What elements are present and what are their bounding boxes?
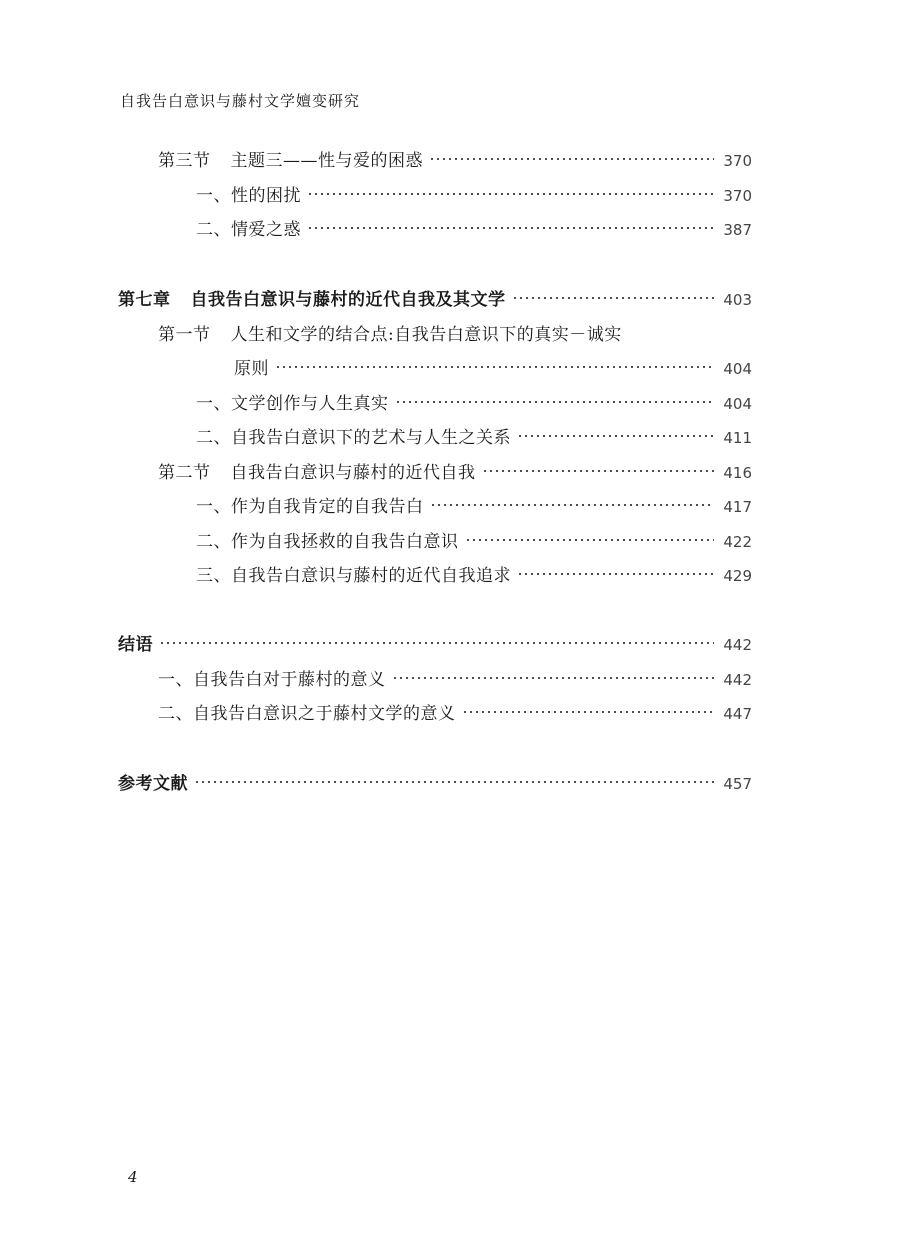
page-number: 370	[723, 187, 752, 205]
page-number: 442	[723, 671, 752, 689]
toc-entry-section-3[interactable]	[158, 146, 752, 171]
dot-leader	[307, 192, 714, 196]
page-number: 411	[723, 429, 752, 447]
subsection-title: 一、作为自我肯定的自我告白	[196, 497, 424, 517]
section-title-cont: 原则	[234, 359, 269, 379]
chapter-title: 参考文献	[118, 774, 188, 794]
dot-leader	[512, 296, 715, 300]
dot-leader	[517, 572, 714, 576]
dot-leader	[307, 226, 714, 230]
dot-leader	[517, 434, 714, 438]
dot-leader	[275, 365, 714, 369]
toc-entry-conclusion[interactable]	[118, 630, 752, 655]
toc-entry-conclusion-2[interactable]	[158, 699, 752, 724]
page-number: 404	[723, 395, 752, 413]
toc-entry-section-1-line1[interactable]	[158, 320, 752, 345]
toc-entry-conclusion-1[interactable]	[158, 665, 752, 690]
toc-entry-section-2[interactable]	[158, 458, 752, 483]
page-number: 370	[723, 152, 752, 170]
subsection-title: 一、自我告白对于藤村的意义	[158, 670, 386, 690]
dot-leader	[462, 710, 715, 714]
chapter-title: 结语	[118, 635, 153, 655]
toc-entry-2-2[interactable]	[196, 527, 752, 552]
dot-leader	[430, 503, 715, 507]
page-number: 442	[723, 636, 752, 654]
dot-leader	[482, 469, 715, 473]
page-number: 387	[723, 221, 752, 239]
section-title: 自我告白意识与藤村的近代自我	[230, 463, 476, 483]
chapter-label: 第七章	[118, 290, 171, 310]
dot-leader	[429, 157, 714, 161]
toc-entry-1-1[interactable]	[196, 389, 752, 414]
running-head: 自我告白意识与藤村文学嬗变研究	[120, 92, 361, 110]
dot-leader	[194, 780, 714, 784]
subsection-title: 一、性的困扰	[196, 186, 301, 206]
section-label: 第三节	[158, 151, 211, 171]
section-label: 第二节	[158, 463, 211, 483]
page-number: 447	[723, 705, 752, 723]
subsection-title: 二、情爱之惑	[196, 220, 301, 240]
dot-leader	[392, 676, 715, 680]
toc-entry-2-1[interactable]	[196, 492, 752, 517]
section-title: 人生和文学的结合点:自我告白意识下的真实－诚实	[230, 325, 622, 345]
toc-entry-3-1[interactable]	[196, 181, 752, 206]
section-label: 第一节	[158, 325, 211, 345]
page-number: 416	[723, 464, 752, 482]
page-number: 404	[723, 360, 752, 378]
page-number: 429	[723, 567, 752, 585]
toc-entry-2-3[interactable]	[196, 561, 752, 586]
dot-leader	[159, 641, 714, 645]
subsection-title: 二、自我告白意识下的艺术与人生之关系	[196, 428, 511, 448]
toc-entry-chapter-7[interactable]	[118, 285, 752, 310]
subsection-title: 二、作为自我拯救的自我告白意识	[196, 532, 459, 552]
toc-entry-1-2[interactable]	[196, 423, 752, 448]
page-number: 403	[723, 291, 752, 309]
subsection-title: 一、文学创作与人生真实	[196, 394, 389, 414]
page-number: 457	[723, 775, 752, 793]
page-folio: 4	[128, 1168, 138, 1186]
dot-leader	[395, 400, 715, 404]
page-number: 417	[723, 498, 752, 516]
subsection-title: 三、自我告白意识与藤村的近代自我追求	[196, 566, 511, 586]
page-number: 422	[723, 533, 752, 551]
toc-entry-section-1-line2[interactable]	[234, 354, 752, 379]
section-title: 主题三——性与爱的困惑	[230, 151, 423, 171]
toc-entry-3-2[interactable]	[196, 215, 752, 240]
subsection-title: 二、自我告白意识之于藤村文学的意义	[158, 704, 456, 724]
dot-leader	[465, 538, 715, 542]
chapter-title: 自我告白意识与藤村的近代自我及其文学	[190, 290, 506, 310]
toc-entry-references[interactable]	[118, 769, 752, 794]
